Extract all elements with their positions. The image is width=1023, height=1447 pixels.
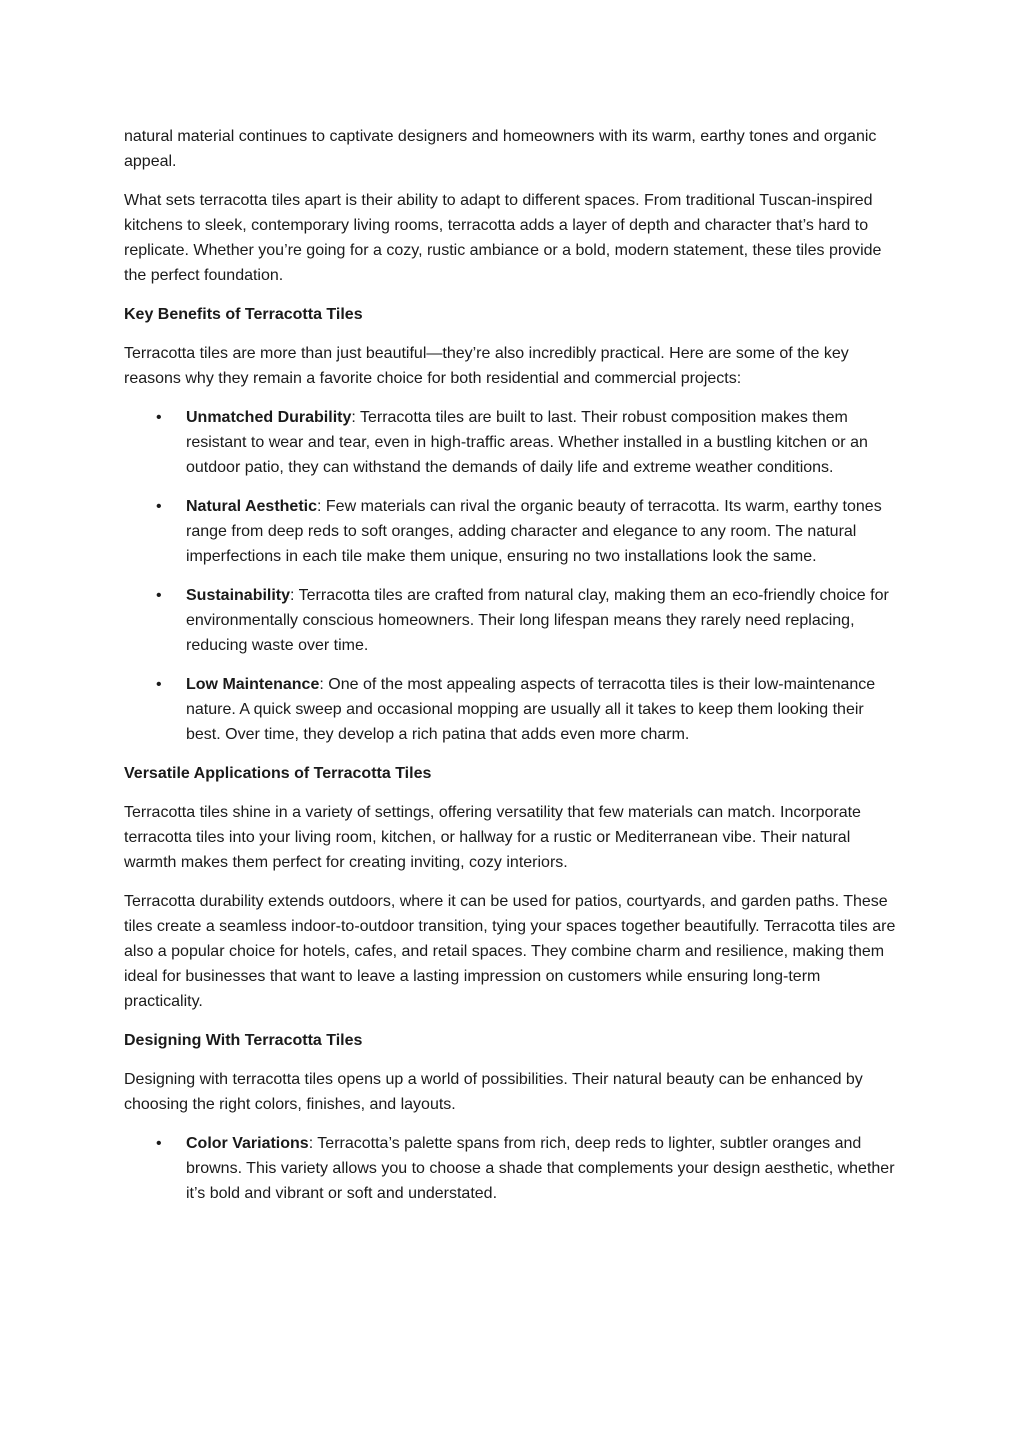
list-item-text: : Terracotta tiles are crafted from natural clay, making them an eco-friendly choice for environmentally conscious homeowners. Their long lifespan means they rarely need replacing, reducing waste over time.	[186, 587, 889, 654]
intro-paragraph: What sets terracotta tiles apart is their ability to adapt to different spaces. From traditional Tuscan-inspired kitchens to sleek, contemporary living rooms, terracotta adds a layer of depth and character that’s hard to replicate. Whether you’re going for a cozy, rustic ambiance or a bold, modern statement, these tiles provide the perfect foundation.	[124, 192, 882, 284]
list-item	[124, 494, 900, 569]
list-item-term: Unmatched Durability	[186, 409, 352, 426]
benefits-list	[124, 405, 900, 747]
list-item-text: : Few materials can rival the organic beauty of terracotta. Its warm, earthy tones range from deep reds to soft oranges, adding character and elegance to any room. The natural imperfections in each tile make them unique, ensuring no two installations look the same.	[186, 498, 882, 565]
applications-paragraph: Terracotta tiles shine in a variety of settings, offering versatility that few materials can match. Incorporate terracotta tiles into your living room, kitchen, or hallway for a rustic or Mediterranean vibe. Their natural warmth makes them perfect for creating inviting, cozy interiors.	[124, 804, 861, 871]
bullet-icon: •	[156, 409, 162, 426]
list-item-term: Natural Aesthetic	[186, 498, 317, 515]
list-item	[124, 672, 900, 747]
list-item	[124, 1131, 900, 1206]
section-heading-designing: Designing With Terracotta Tiles	[124, 1032, 363, 1049]
bullet-icon: •	[156, 676, 162, 693]
section-heading-benefits: Key Benefits of Terracotta Tiles	[124, 306, 363, 323]
benefits-intro: Terracotta tiles are more than just beautiful—they’re also incredibly practical. Here are some of the key reasons why they remain a favorite choice for both residential and commercial projects:	[124, 345, 849, 387]
bullet-icon: •	[156, 1135, 162, 1152]
list-item	[124, 405, 900, 480]
list-item-text: : Terracotta tiles are built to last. Their robust composition makes them resistant to wear and tear, even in high-traffic areas. Whether installed in a bustling kitchen or an outdoor patio, they can withstand the demands of daily life and extreme weather conditions.	[186, 409, 868, 476]
list-item-text: : One of the most appealing aspects of terracotta tiles is their low-maintenance nature. A quick sweep and occasional mopping are usually all it takes to keep them looking their best. Over time, they develop a rich patina that adds even more charm.	[186, 676, 876, 743]
designing-list	[124, 1131, 900, 1206]
designing-intro: Designing with terracotta tiles opens up a world of possibilities. Their natural beauty can be enhanced by choosing the right colors, finishes, and layouts.	[124, 1071, 863, 1113]
bullet-icon: •	[156, 587, 162, 604]
list-item-term: Sustainability	[186, 587, 291, 604]
intro-paragraph: natural material continues to captivate designers and homeowners with its warm, earthy tones and organic appeal.	[124, 128, 877, 170]
section-heading-applications: Versatile Applications of Terracotta Tiles	[124, 765, 432, 782]
list-item-term: Color Variations	[186, 1135, 309, 1152]
document-page	[124, 124, 900, 1220]
list-item-term: Low Maintenance	[186, 676, 320, 693]
bullet-icon: •	[156, 498, 162, 515]
list-item	[124, 583, 900, 658]
applications-paragraph: Terracotta durability extends outdoors, where it can be used for patios, courtyards, and garden paths. These tiles create a seamless indoor-to-outdoor transition, tying your spaces together beautifully. Terracotta tiles are also a popular choice for hotels, cafes, and retail spaces. They combine charm and resilience, making them ideal for businesses that want to leave a lasting impression on customers while ensuring long-term practicality.	[124, 893, 896, 1010]
list-item-text: : Terracotta’s palette spans from rich, deep reds to lighter, subtler oranges and browns. This variety allows you to choose a shade that complements your design aesthetic, whether it’s bold and vibrant or soft and understated.	[186, 1135, 895, 1202]
